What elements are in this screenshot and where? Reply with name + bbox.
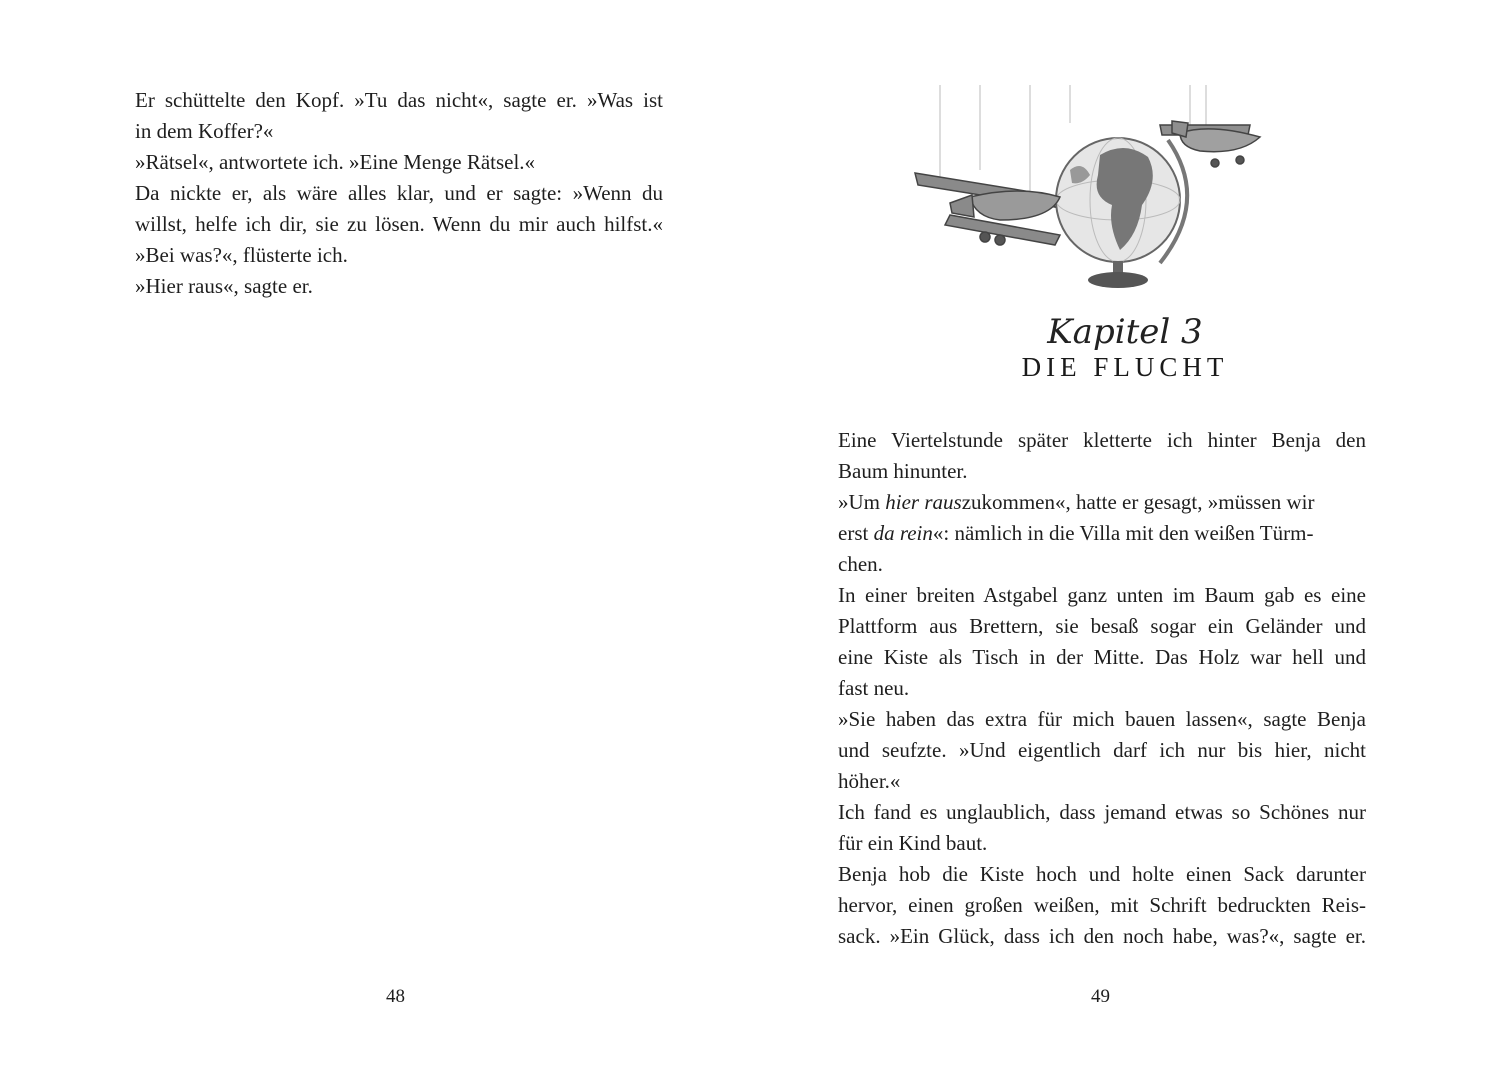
- text-line: Benja hob die Kiste hoch und holte einen Sack darunter: [838, 862, 1366, 886]
- right-page-text: [838, 425, 1366, 952]
- text-line: chen.: [838, 552, 883, 576]
- text-line: »Um hier rauszukommen«, hatte er gesagt, »müssen wir: [838, 490, 1315, 514]
- page-number: 48: [386, 986, 405, 1007]
- text-line: erst da rein«: nämlich in die Villa mit den weißen Türm-: [838, 521, 1314, 545]
- text-line: hervor, einen großen weißen, mit Schrift bedruckten Reis-: [838, 893, 1366, 917]
- text-line: »Rätsel«, antwortete ich. »Eine Menge Rätsel.«: [135, 150, 536, 174]
- chapter-title: DIE FLUCHT: [1021, 352, 1229, 382]
- page-number: 49: [1091, 986, 1110, 1007]
- text-line: höher.«: [838, 769, 901, 793]
- globe-with-airplanes-icon: [910, 85, 1290, 295]
- text-line: sack. »Ein Glück, dass ich den noch habe, was?«, sagte er.: [838, 924, 1366, 948]
- text-line: Er schüttelte den Kopf. »Tu das nicht«, sagte er. »Was ist: [135, 88, 663, 112]
- text-line: Eine Viertelstunde später kletterte ich hinter Benja den: [838, 428, 1366, 452]
- text-line: eine Kiste als Tisch in der Mitte. Das Holz war hell und: [838, 645, 1366, 669]
- text-line: Plattform aus Brettern, sie besaß sogar ein Geländer und: [838, 614, 1366, 638]
- text-line: »Bei was?«, flüsterte ich.: [135, 243, 348, 267]
- text-line: Ich fand es unglaublich, dass jemand etwas so Schönes nur: [838, 800, 1366, 824]
- text-line: »Sie haben das extra für mich bauen lassen«, sagte Benja: [838, 707, 1366, 731]
- text-line: fast neu.: [838, 676, 910, 700]
- text-line: In einer breiten Astgabel ganz unten im Baum gab es eine: [838, 583, 1366, 607]
- right-page: [750, 0, 1500, 1086]
- text-line: Da nickte er, als wäre alles klar, und er sagte: »Wenn du: [135, 181, 663, 205]
- text-line: in dem Koffer?«: [135, 119, 274, 143]
- chapter-label: Kapitel 3: [1047, 312, 1203, 352]
- left-page-text: [135, 85, 663, 302]
- text-line: »Hier raus«, sagte er.: [135, 274, 313, 298]
- text-line: für ein Kind baut.: [838, 831, 988, 855]
- text-line: willst, helfe ich dir, sie zu lösen. Wenn du mir auch hilfst.«: [135, 212, 663, 236]
- text-line: Baum hinunter.: [838, 459, 968, 483]
- text-line: und seufzte. »Und eigentlich darf ich nur bis hier, nicht: [838, 738, 1366, 762]
